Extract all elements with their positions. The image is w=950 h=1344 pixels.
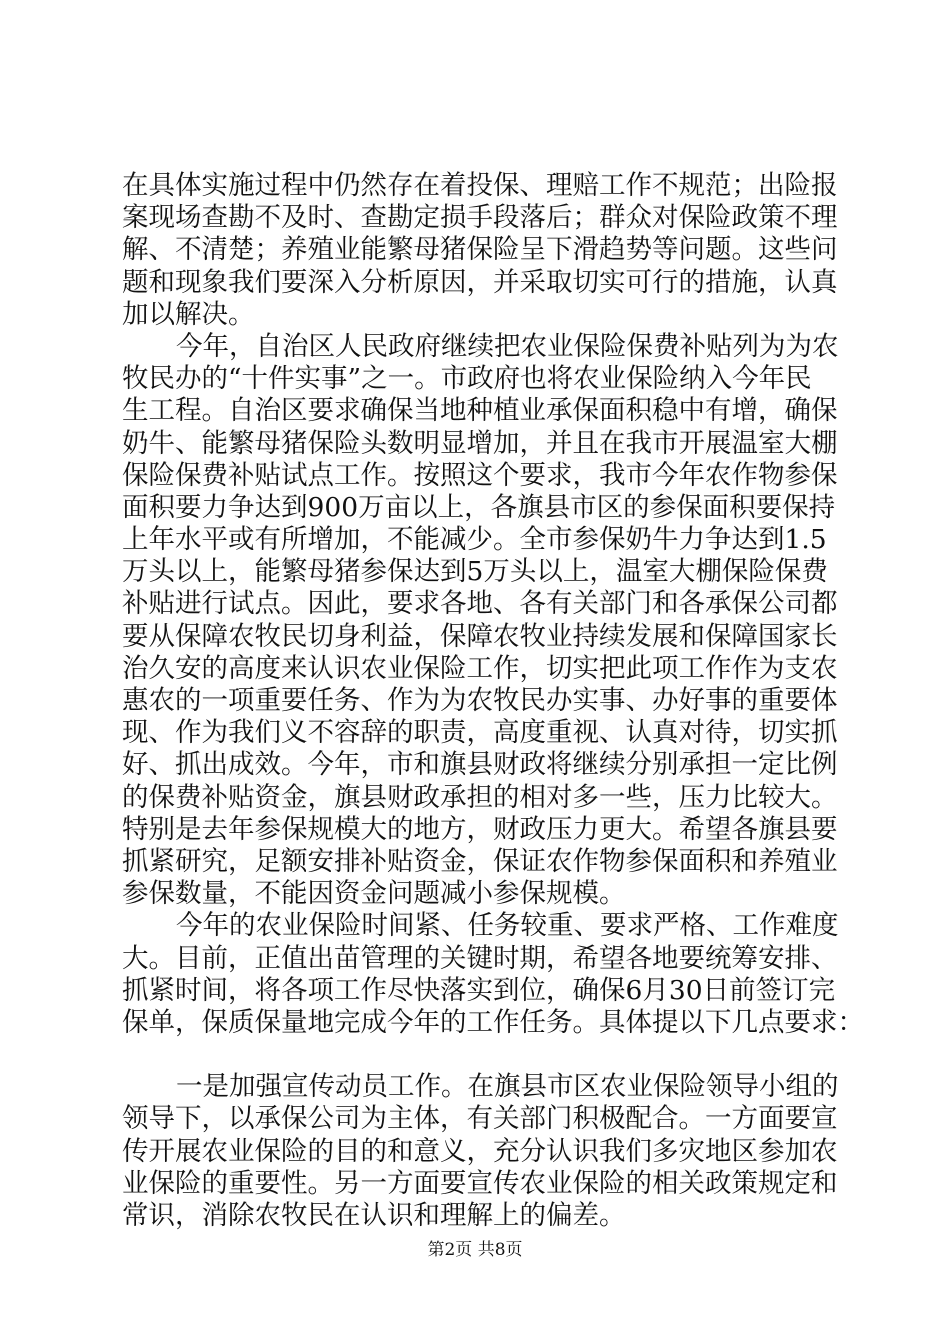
text-line: 要从保障农牧民切身利益，保障农牧业持续发展和保障国家长 [122,620,838,652]
text-line: 参保数量，不能因资金问题减小参保规模。 [122,878,626,910]
paragraph [122,910,864,1039]
paragraph [122,1071,839,1232]
paragraph [122,330,839,910]
text-line: 特别是去年参保规模大的地方，财政压力更大。希望各旗县要 [122,813,838,845]
text-line: 抓紧时间，将各项工作尽快落实到位，确保6月30日前签订完 [122,974,836,1006]
text-line: 上年水平或有所增加，不能减少。全市参保奶牛力争达到1.5 [122,524,827,556]
text-line: 好、抓出成效。今年，市和旗县财政将继续分别承担一定比例 [122,749,838,781]
text-line: 保单，保质保量地完成今年的工作任务。具体提以下几点要求： [122,1006,864,1038]
paragraph [122,170,838,331]
text-line: 保险保费补贴试点工作。按照这个要求，我市今年农作物参保 [122,459,838,491]
text-line: 治久安的高度来认识农业保险工作，切实把此项工作作为支农 [122,652,838,684]
text-line: 常识，消除农牧民在认识和理解上的偏差。 [122,1200,626,1231]
document-body [122,170,864,1232]
text-line: 加以解决。 [122,298,255,330]
text-line: 补贴进行试点。因此，要求各地、各有关部门和各承保公司都 [122,588,838,620]
text-line: 案现场查勘不及时、查勘定损手段落后；群众对保险政策不理 [122,202,838,234]
text-line: 传开展农业保险的目的和意义，充分认识我们多灾地区参加农 [122,1135,838,1167]
text-line: 一是加强宣传动员工作。在旗县市区农业保险领导小组的 [176,1071,839,1103]
text-line: 解、不清楚；养殖业能繁母猪保险呈下滑趋势等问题。这些问 [122,234,838,266]
text-line: 万头以上，能繁母猪参保达到5万头以上，温室大棚保险保费 [122,556,828,588]
paragraph-gap [122,1039,832,1071]
text-line: 牧民办的“十件实事”之一。市政府也将农业保险纳入今年民 [122,363,812,395]
text-line: 今年，自治区人民政府继续把农业保险保费补贴列为为农 [176,330,839,362]
text-line: 面积要力争达到900万亩以上，各旗县市区的参保面积要保持 [122,491,836,523]
text-line: 现、作为我们义不容辞的职责，高度重视、认真对待，切实抓 [122,717,838,749]
text-line: 的保费补贴资金，旗县财政承担的相对多一些，压力比较大。 [122,781,838,813]
text-line: 业保险的重要性。另一方面要宣传农业保险的相关政策规定和 [122,1167,838,1199]
text-line: 奶牛、能繁母猪保险头数明显增加，并且在我市开展温室大棚 [122,427,838,459]
text-line: 抓紧研究，足额安排补贴资金，保证农作物参保面积和养殖业 [122,845,838,877]
text-line: 题和现象我们要深入分析原因，并采取切实可行的措施，认真 [122,266,838,298]
text-line: 惠农的一项重要任务、作为为农牧民办实事、办好事的重要体 [122,685,838,716]
text-line: 领导下，以承保公司为主体，有关部门积极配合。一方面要宣 [122,1103,838,1135]
text-line: 今年的农业保险时间紧、任务较重、要求严格、工作难度 [176,910,839,942]
page-number-footer: 第2页 共8页 [427,1240,523,1260]
text-line: 大。目前，正值出苗管理的关键时期，希望各地要统筹安排、 [122,942,838,974]
text-line: 生工程。自治区要求确保当地种植业承保面积稳中有增，确保 [122,395,838,427]
text-line: 在具体实施过程中仍然存在着投保、理赔工作不规范；出险报 [122,170,838,201]
